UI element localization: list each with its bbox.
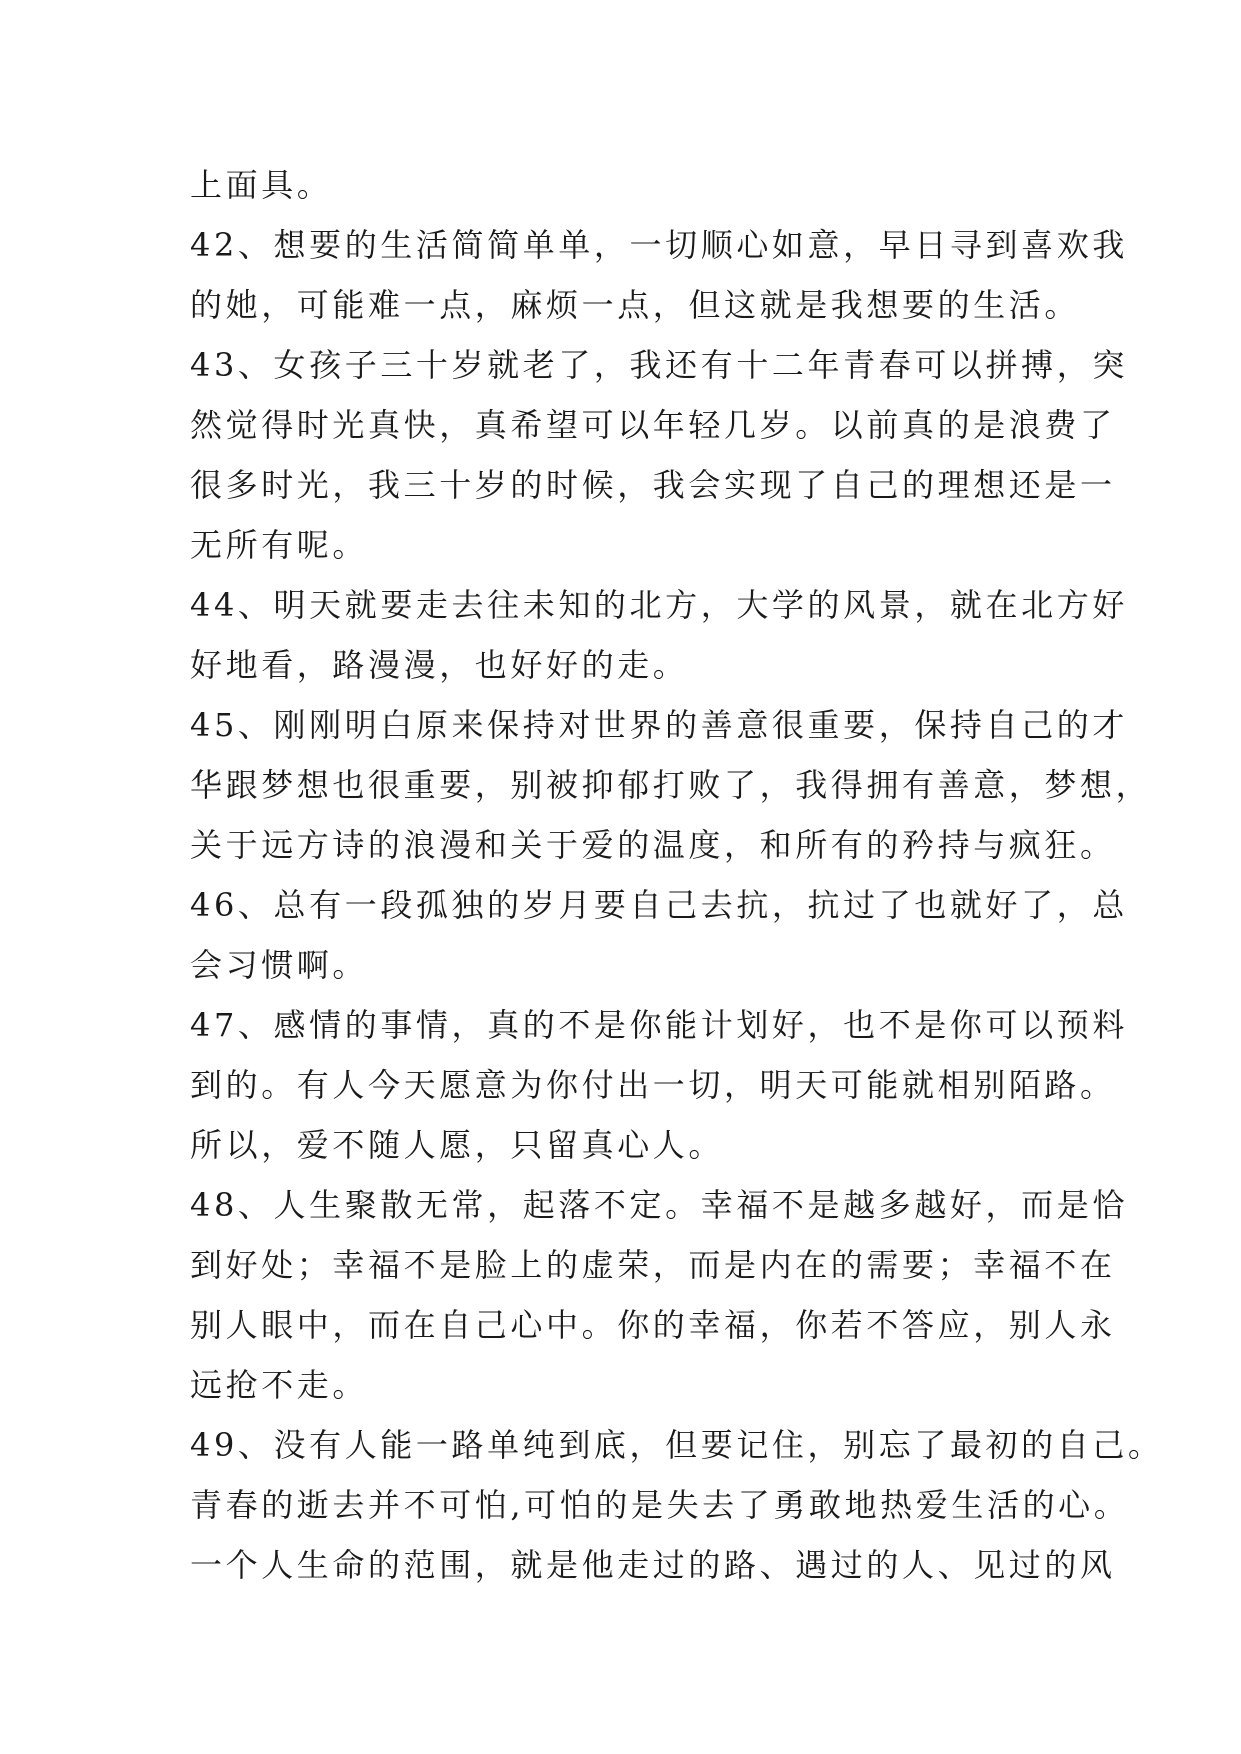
text-line: 45、刚刚明白原来保持对世界的善意很重要，保持自己的才 — [190, 706, 1128, 744]
text-line: 然觉得时光真快，真希望可以年轻几岁。以前真的是浪费了 — [190, 406, 1116, 444]
text-line: 到的。有人今天愿意为你付出一切，明天可能就相别陌路。 — [190, 1066, 1116, 1104]
text-line: 会习惯啊。 — [190, 946, 369, 984]
text-line: 一个人生命的范围，就是他走过的路、遇过的人、见过的风 — [190, 1546, 1116, 1584]
text-line: 远抢不走。 — [190, 1366, 369, 1404]
text-line: 很多时光，我三十岁的时候，我会实现了自己的理想还是一 — [190, 466, 1116, 504]
text-line: 49、没有人能一路单纯到底，但要记住，别忘了最初的自己。 — [190, 1426, 1164, 1464]
text-line: 的她，可能难一点，麻烦一点，但这就是我想要的生活。 — [190, 286, 1081, 324]
text-line: 43、女孩子三十岁就老了，我还有十二年青春可以拼搏，突 — [190, 346, 1128, 384]
text-line: 48、人生聚散无常，起落不定。幸福不是越多越好，而是恰 — [190, 1186, 1128, 1224]
text-line: 别人眼中，而在自己心中。你的幸福，你若不答应，别人永 — [190, 1306, 1116, 1344]
text-line: 46、总有一段孤独的岁月要自己去抗，抗过了也就好了，总 — [190, 886, 1128, 924]
document-body — [190, 155, 1164, 1595]
text-line: 所以，爱不随人愿，只留真心人。 — [190, 1126, 725, 1164]
text-line: 青春的逝去并不可怕,可怕的是失去了勇敢地热爱生活的心。 — [190, 1486, 1130, 1524]
text-line: 无所有呢。 — [190, 526, 369, 564]
text-line: 到好处；幸福不是脸上的虚荣，而是内在的需要；幸福不在 — [190, 1246, 1116, 1284]
text-line: 关于远方诗的浪漫和关于爱的温度，和所有的矜持与疯狂。 — [190, 826, 1116, 864]
text-line: 上面具。 — [190, 166, 333, 204]
text-line: 好地看，路漫漫，也好好的走。 — [190, 646, 689, 684]
text-line: 华跟梦想也很重要，别被抑郁打败了，我得拥有善意，梦想， — [190, 766, 1152, 804]
text-line: 42、想要的生活简简单单，一切顺心如意，早日寻到喜欢我 — [190, 226, 1128, 264]
text-line: 47、感情的事情，真的不是你能计划好，也不是你可以预料 — [190, 1006, 1128, 1044]
text-line: 44、明天就要走去往未知的北方，大学的风景，就在北方好 — [190, 586, 1128, 624]
